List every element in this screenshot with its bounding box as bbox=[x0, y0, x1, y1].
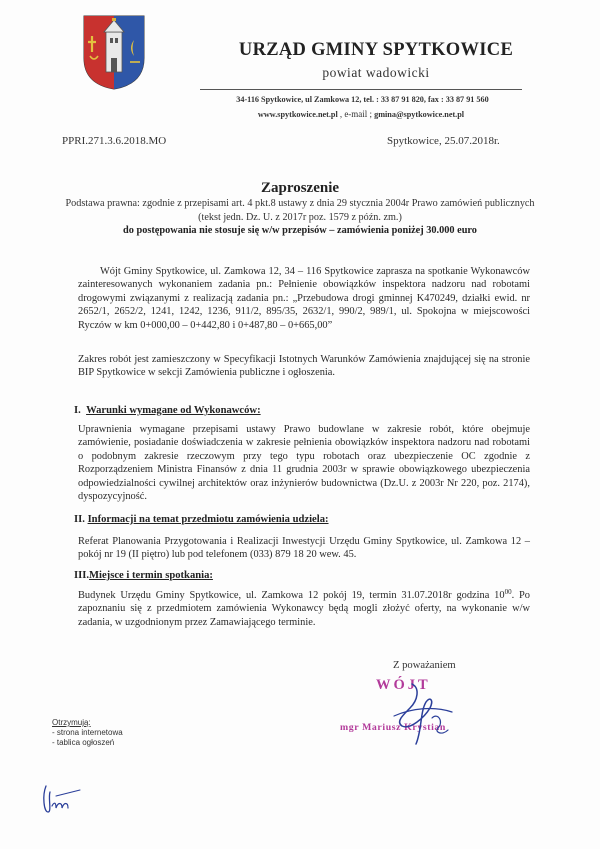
district-name: powiat wadowicki bbox=[322, 65, 430, 80]
recipient-item: - strona internetowa bbox=[52, 728, 123, 737]
closing-regards: Z poważaniem bbox=[393, 660, 456, 671]
section-title: Warunki wymagane od Wykonawców: bbox=[86, 405, 261, 416]
email-link[interactable]: gmina@spytkowice.net.pl bbox=[374, 110, 465, 119]
initials-mark bbox=[40, 782, 84, 818]
section-heading bbox=[74, 514, 329, 525]
section-body bbox=[78, 589, 530, 629]
header-divider bbox=[200, 89, 522, 90]
document-title: Zaproszenie bbox=[260, 180, 340, 196]
legal-basis: Podstawa prawna: zgodnie z przepisami art. 4 pkt.8 ustawy z dnia 29 stycznia 2004r Prawo zamówień publicznych (tekst jedn. Dz. U. z 2017r poz. 1579 z późn. zm.) bbox=[65, 198, 535, 223]
invitation-paragraph: Wójt Gminy Spytkowice, ul. Zamkowa 12, 34 – 116 Spytkowice zaprasza na spotkanie Wykonawców zainteresowanych wykonaniem zadania pn.: Pełnienie obowiązków inspektora nadzoru nad robotami drogowymi związanymi z realizacją zadania pn.: „Przebudowa drogi gminnej K470249, działki ewid. nr 2652/1, 2652/2, 1241, 1242, 1236, 911/2, 895/35, 2632/1, 990/2, 989/1, ul. Spokojna w miejscowości Ryczów w km 0+000,00 – 0+442,80 i 0+487,80 – 0+665,00” bbox=[78, 266, 530, 331]
section-number: III. bbox=[74, 570, 90, 581]
signature-mark bbox=[372, 678, 472, 748]
office-address: 34-116 Spytkowice, ul Zamkowa 12, tel. : 33 87 91 820, fax : 33 87 91 560 bbox=[236, 95, 489, 104]
legal-exemption: do postępowania nie stosuje się w/w przepisów – zamówienia poniżej 30.000 euro bbox=[123, 225, 477, 236]
office-name: URZĄD GMINY SPYTKOWICE bbox=[238, 40, 514, 60]
website-link[interactable]: www.spytkowice.net.pl bbox=[257, 110, 338, 119]
recipients-title: Otrzymują: bbox=[52, 718, 91, 727]
stamp-name: mgr Mariusz Krystian bbox=[340, 722, 446, 733]
section-number: II. bbox=[74, 514, 85, 525]
meeting-text-end: . Po zapoznaniu się z przedmiotem zamówienia Wykonawcy będą mogli złożyć oferty, na wykonanie w/w zadania, w uzgodnionym przez Zamawiającego terminie. bbox=[78, 590, 530, 628]
section-heading bbox=[74, 405, 261, 416]
section-body: Uprawnienia wymagane przepisami ustawy Prawo budowlane w zakresie robót, które obejmuje zamówienie, posiadanie doświadczenia w zakresie pełnienia obowiązków inspektora nadzoru nad robotami o podobnym zakresie rzeczowym przy tego typu robotach oraz ubezpieczenie OC zgodnie z Rozporządzeniem Ministra Finansów z dnia 11 grudnia 2003r w sprawie obowiązkowego ubezpieczenia odpowiedzialności cywilnej architektów oraz inżynierów budownictwa (Dz.U. z 2003r Nr 220, poz. 2174), dyspozycyjność. bbox=[78, 424, 530, 503]
recipients-list bbox=[52, 718, 123, 748]
meeting-time-minutes: 00 bbox=[504, 588, 512, 596]
email-label: , e-mail ; bbox=[339, 109, 373, 119]
coat-of-arms-icon bbox=[82, 14, 146, 90]
recipient-item: - tablica ogłoszeń bbox=[52, 738, 115, 747]
section-title: Miejsce i termin spotkania: bbox=[89, 570, 213, 581]
reference-number: PPRI.271.3.6.2018.MO bbox=[62, 135, 167, 147]
place-date: Spytkowice, 25.07.2018r. bbox=[387, 135, 500, 147]
section-heading bbox=[74, 570, 213, 581]
meeting-text-start: Budynek Urzędu Gminy Spytkowice, ul. Zamkowa 12 pokój 19, termin 31.07.2018r godzina 10 bbox=[78, 590, 505, 601]
section-title: Informacji na temat przedmiotu zamówienia udziela: bbox=[87, 514, 329, 525]
office-contact bbox=[200, 109, 522, 119]
scope-paragraph: Zakres robót jest zamieszczony w Specyfikacji Istotnych Warunków Zamówienia znajdującej się na stronie BIP Spytkowice w sekcji Zamówienia publiczne i ogłoszenia. bbox=[78, 354, 530, 379]
section-body: Referat Planowania Przygotowania i Realizacji Inwestycji Urzędu Gminy Spytkowice, ul. Zamkowa 12 – pokój nr 19 (II piętro) lub pod telefonem (033) 879 18 20 wew. 45. bbox=[78, 536, 530, 561]
stamp-title: WÓJT bbox=[376, 677, 431, 693]
section-number: I. bbox=[74, 405, 81, 416]
